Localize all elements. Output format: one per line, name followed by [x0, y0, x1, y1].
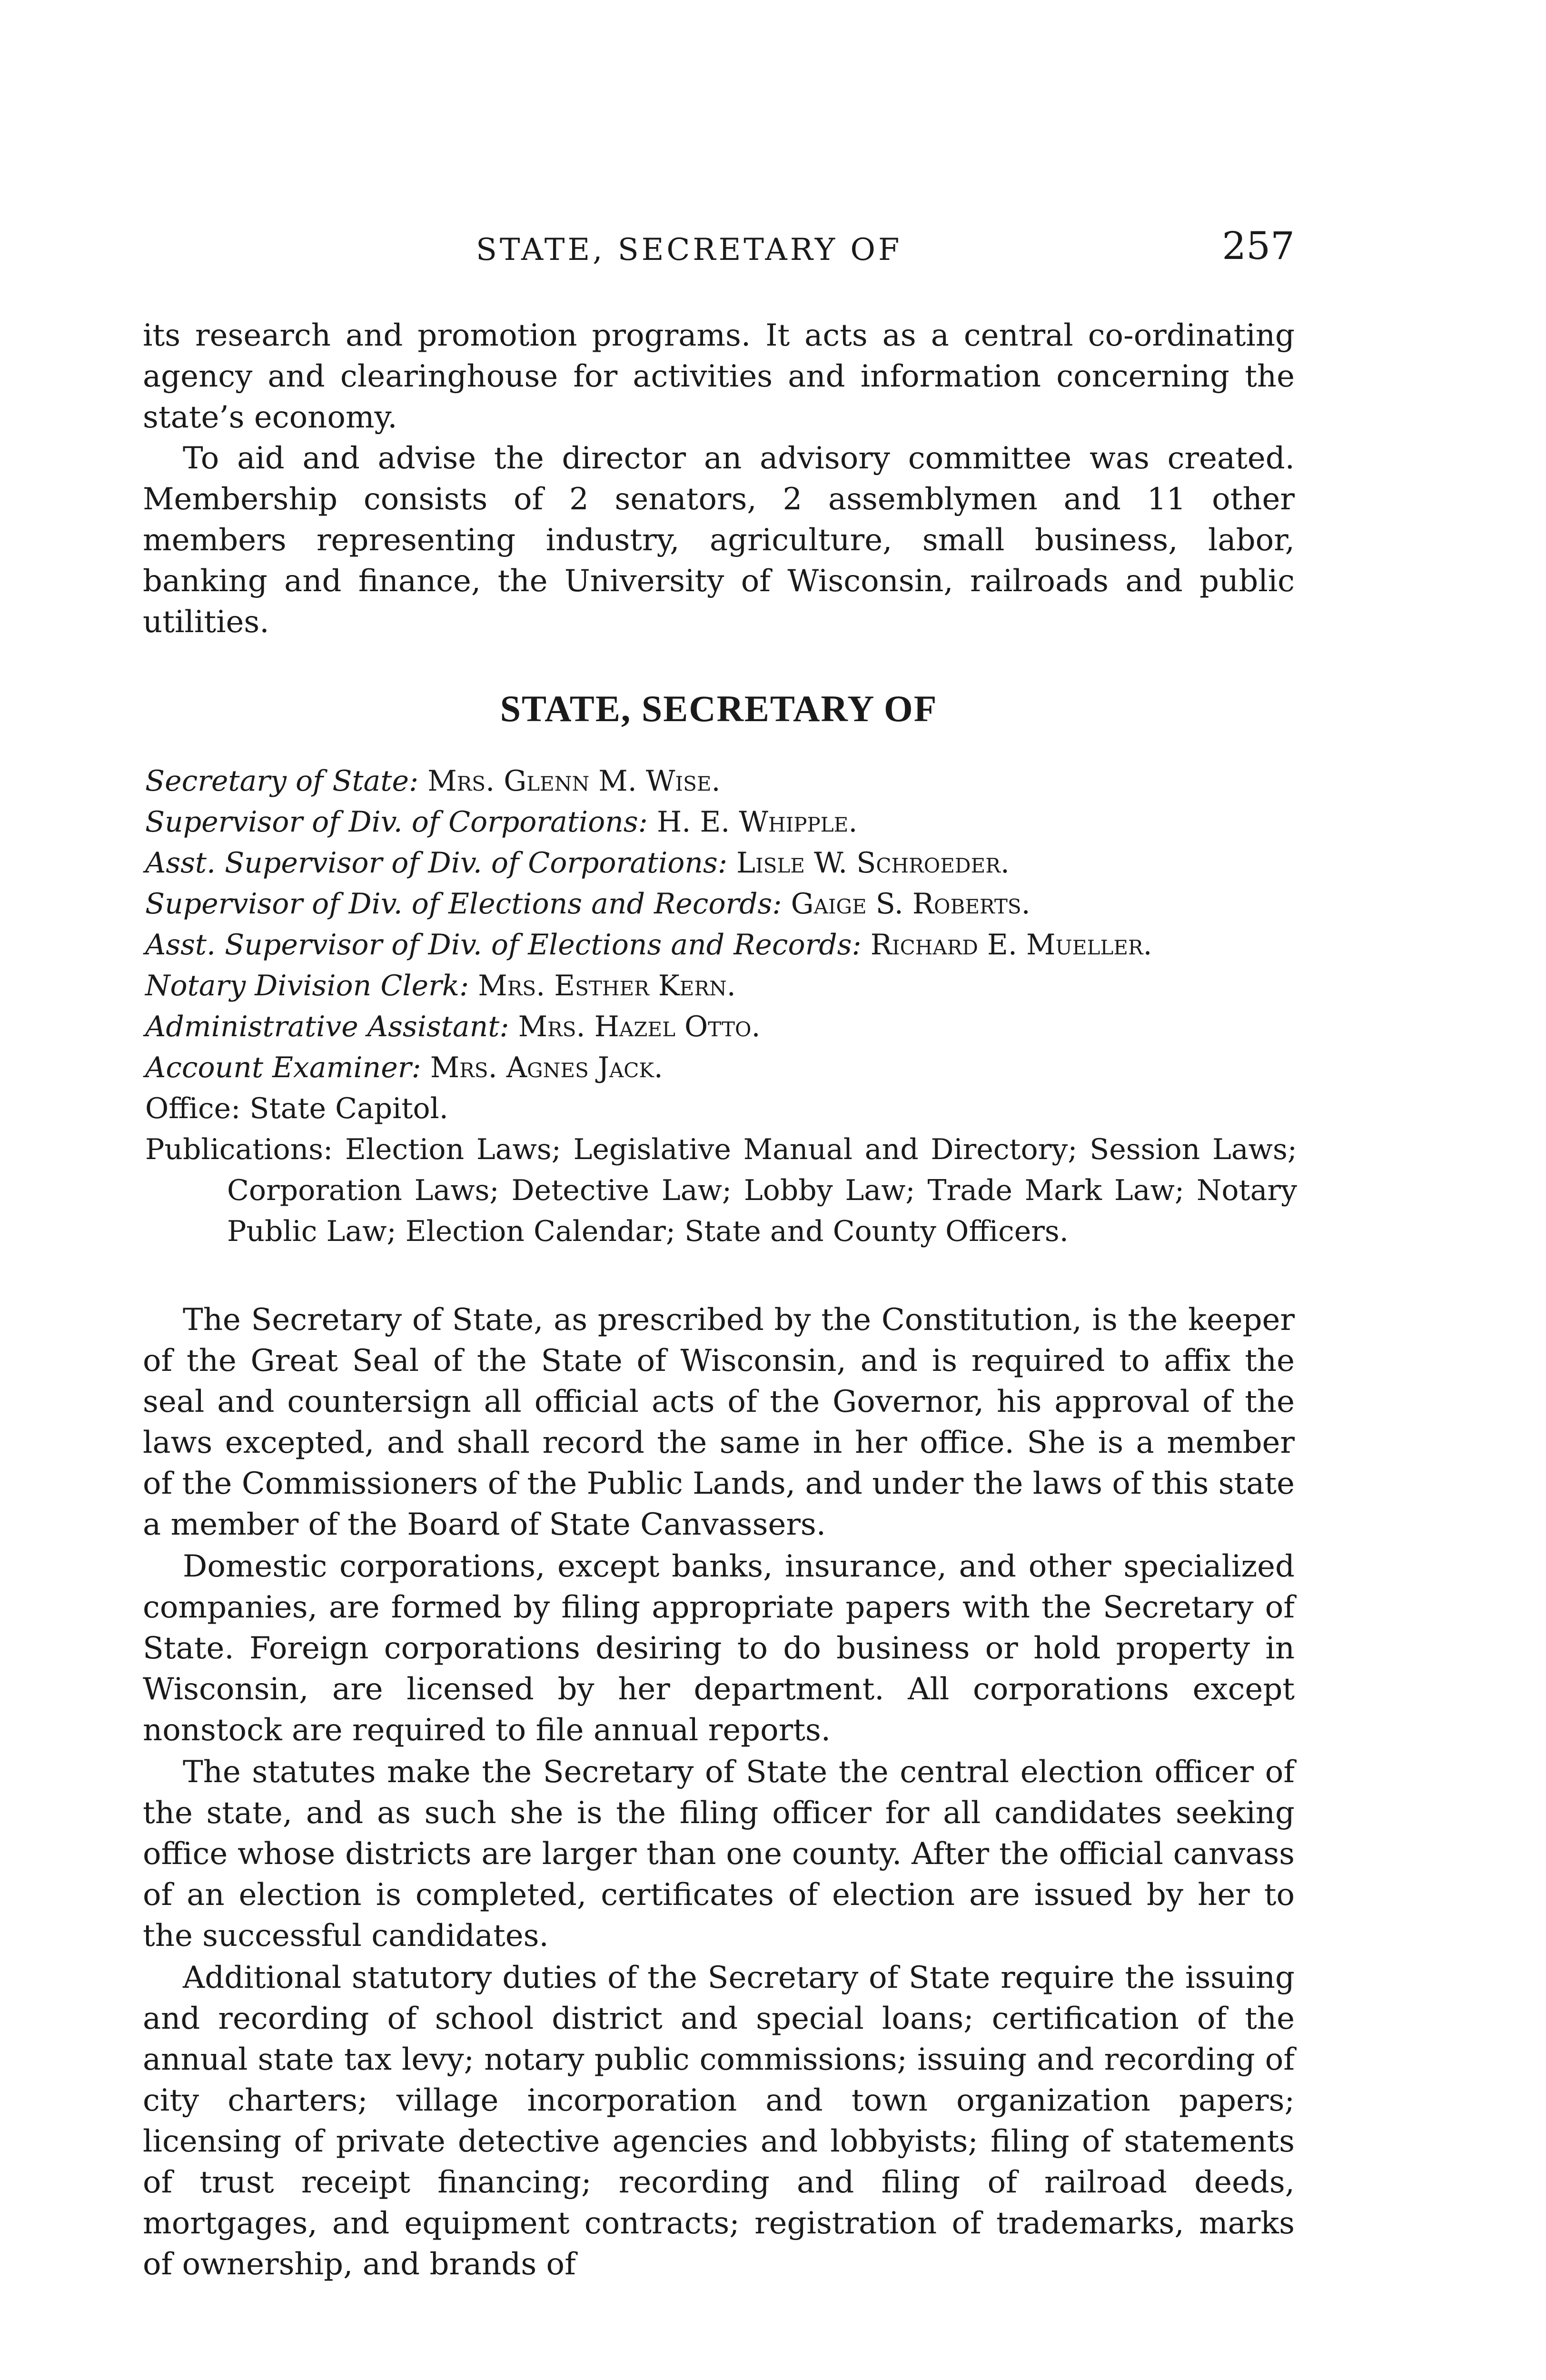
officer-entry	[145, 802, 1297, 843]
officer-name: Mrs. Agnes Jack.	[430, 1051, 663, 1084]
officer-role: Supervisor of Div. of Elections and Records:	[145, 887, 782, 921]
intro-paragraph: To aid and advise the director an advisory committee was created. Membership consists of 2 senators, 2 assemblymen and 11 other members representing industry, agriculture, small business, labor, banking and finance, the University of Wisconsin, railroads and public utilities.	[143, 441, 1295, 640]
officer-role: Notary Division Clerk:	[145, 969, 469, 1002]
officer-entry	[145, 1047, 1297, 1088]
officer-entry	[145, 1006, 1297, 1047]
officer-name: Gaige S. Roberts.	[791, 887, 1031, 921]
intro-paragraph: its research and promotion programs. It acts as a central co-ordinating agency and clearinghouse for activities and information concerning the state’s economy.	[143, 318, 1295, 435]
officer-entry	[145, 965, 1297, 1006]
publications-line	[145, 1129, 1297, 1252]
section-title: STATE, SECRETARY OF	[500, 688, 938, 729]
officer-role: Administrative Assistant:	[145, 1010, 509, 1043]
body-paragraph: The Secretary of State, as prescribed by the Constitution, is the keeper of the Great Seal of the State of Wisconsin, and is required to affix the seal and countersign all official acts of the Governor, his approval of the laws excepted, and shall record the same in her office. She is a member of the Commissioners of the Public Lands, and under the laws of this state a member of the Board of State Canvassers.	[143, 1302, 1295, 1542]
officer-entry	[145, 883, 1297, 924]
officer-name: Mrs. Esther Kern.	[478, 969, 736, 1002]
officer-name: Richard E. Mueller.	[870, 928, 1152, 962]
body-text	[143, 1299, 1295, 2286]
intro-text	[143, 315, 1295, 643]
officer-entry	[145, 924, 1297, 965]
running-header	[143, 224, 1295, 276]
office-line	[145, 1088, 1297, 1129]
officer-directory	[145, 761, 1297, 1252]
officer-name: Lisle W. Schroeder.	[736, 846, 1010, 880]
officer-entry	[145, 843, 1297, 883]
running-title: STATE, SECRETARY OF	[476, 232, 902, 268]
publications-label: Publications:	[145, 1133, 333, 1166]
body-paragraph: Domestic corporations, except banks, insurance, and other specialized companies, are formed by filing appropriate papers with the Secretary of State. Foreign corporations desiring to do business or hold property in Wisconsin, are licensed by her department. All corporations except nonstock are required to file annual reports.	[143, 1549, 1295, 1748]
officer-name: Mrs. Hazel Otto.	[518, 1010, 761, 1043]
body-paragraph: The statutes make the Secretary of State the central election officer of the state, and as such she is the filing officer for all candidates seeking office whose districts are larger than one county. After the official canvass of an election is completed, certificates of election are issued by her to the successful candidates.	[143, 1755, 1295, 1954]
office-label: Office:	[145, 1092, 241, 1125]
body-paragraph: Additional statutory duties of the Secretary of State require the issuing and recording of school district and special loans; certification of the annual state tax levy; notary public commissions; issuing and recording of city charters; village incorporation and town organization papers; licensing of private detective agencies and lobbyists; filing of statements of trust receipt financing; recording and filing of railroad deeds, mortgages, and equipment contracts; registration of trademarks, marks of ownership, and brands of	[143, 1960, 1295, 2282]
officer-name: H. E. Whipple.	[656, 805, 858, 839]
page-number: 257	[1222, 224, 1295, 268]
office-value: State Capitol.	[249, 1092, 448, 1125]
officer-role: Asst. Supervisor of Div. of Elections and Records:	[145, 928, 862, 962]
officer-role: Secretary of State:	[145, 764, 419, 798]
officer-role: Account Examiner:	[145, 1051, 421, 1084]
officer-role: Asst. Supervisor of Div. of Corporations:	[145, 846, 728, 880]
officer-role: Supervisor of Div. of Corporations:	[145, 805, 648, 839]
officer-name: Mrs. Glenn M. Wise.	[427, 764, 721, 798]
officer-entry	[145, 761, 1297, 802]
publications-value: Election Laws; Legislative Manual and Directory; Session Laws; Corporation Laws; Detective Law; Lobby Law; Trade Mark Law; Notary Public Law; Election Calendar; State and County Officers.	[227, 1133, 1297, 1248]
